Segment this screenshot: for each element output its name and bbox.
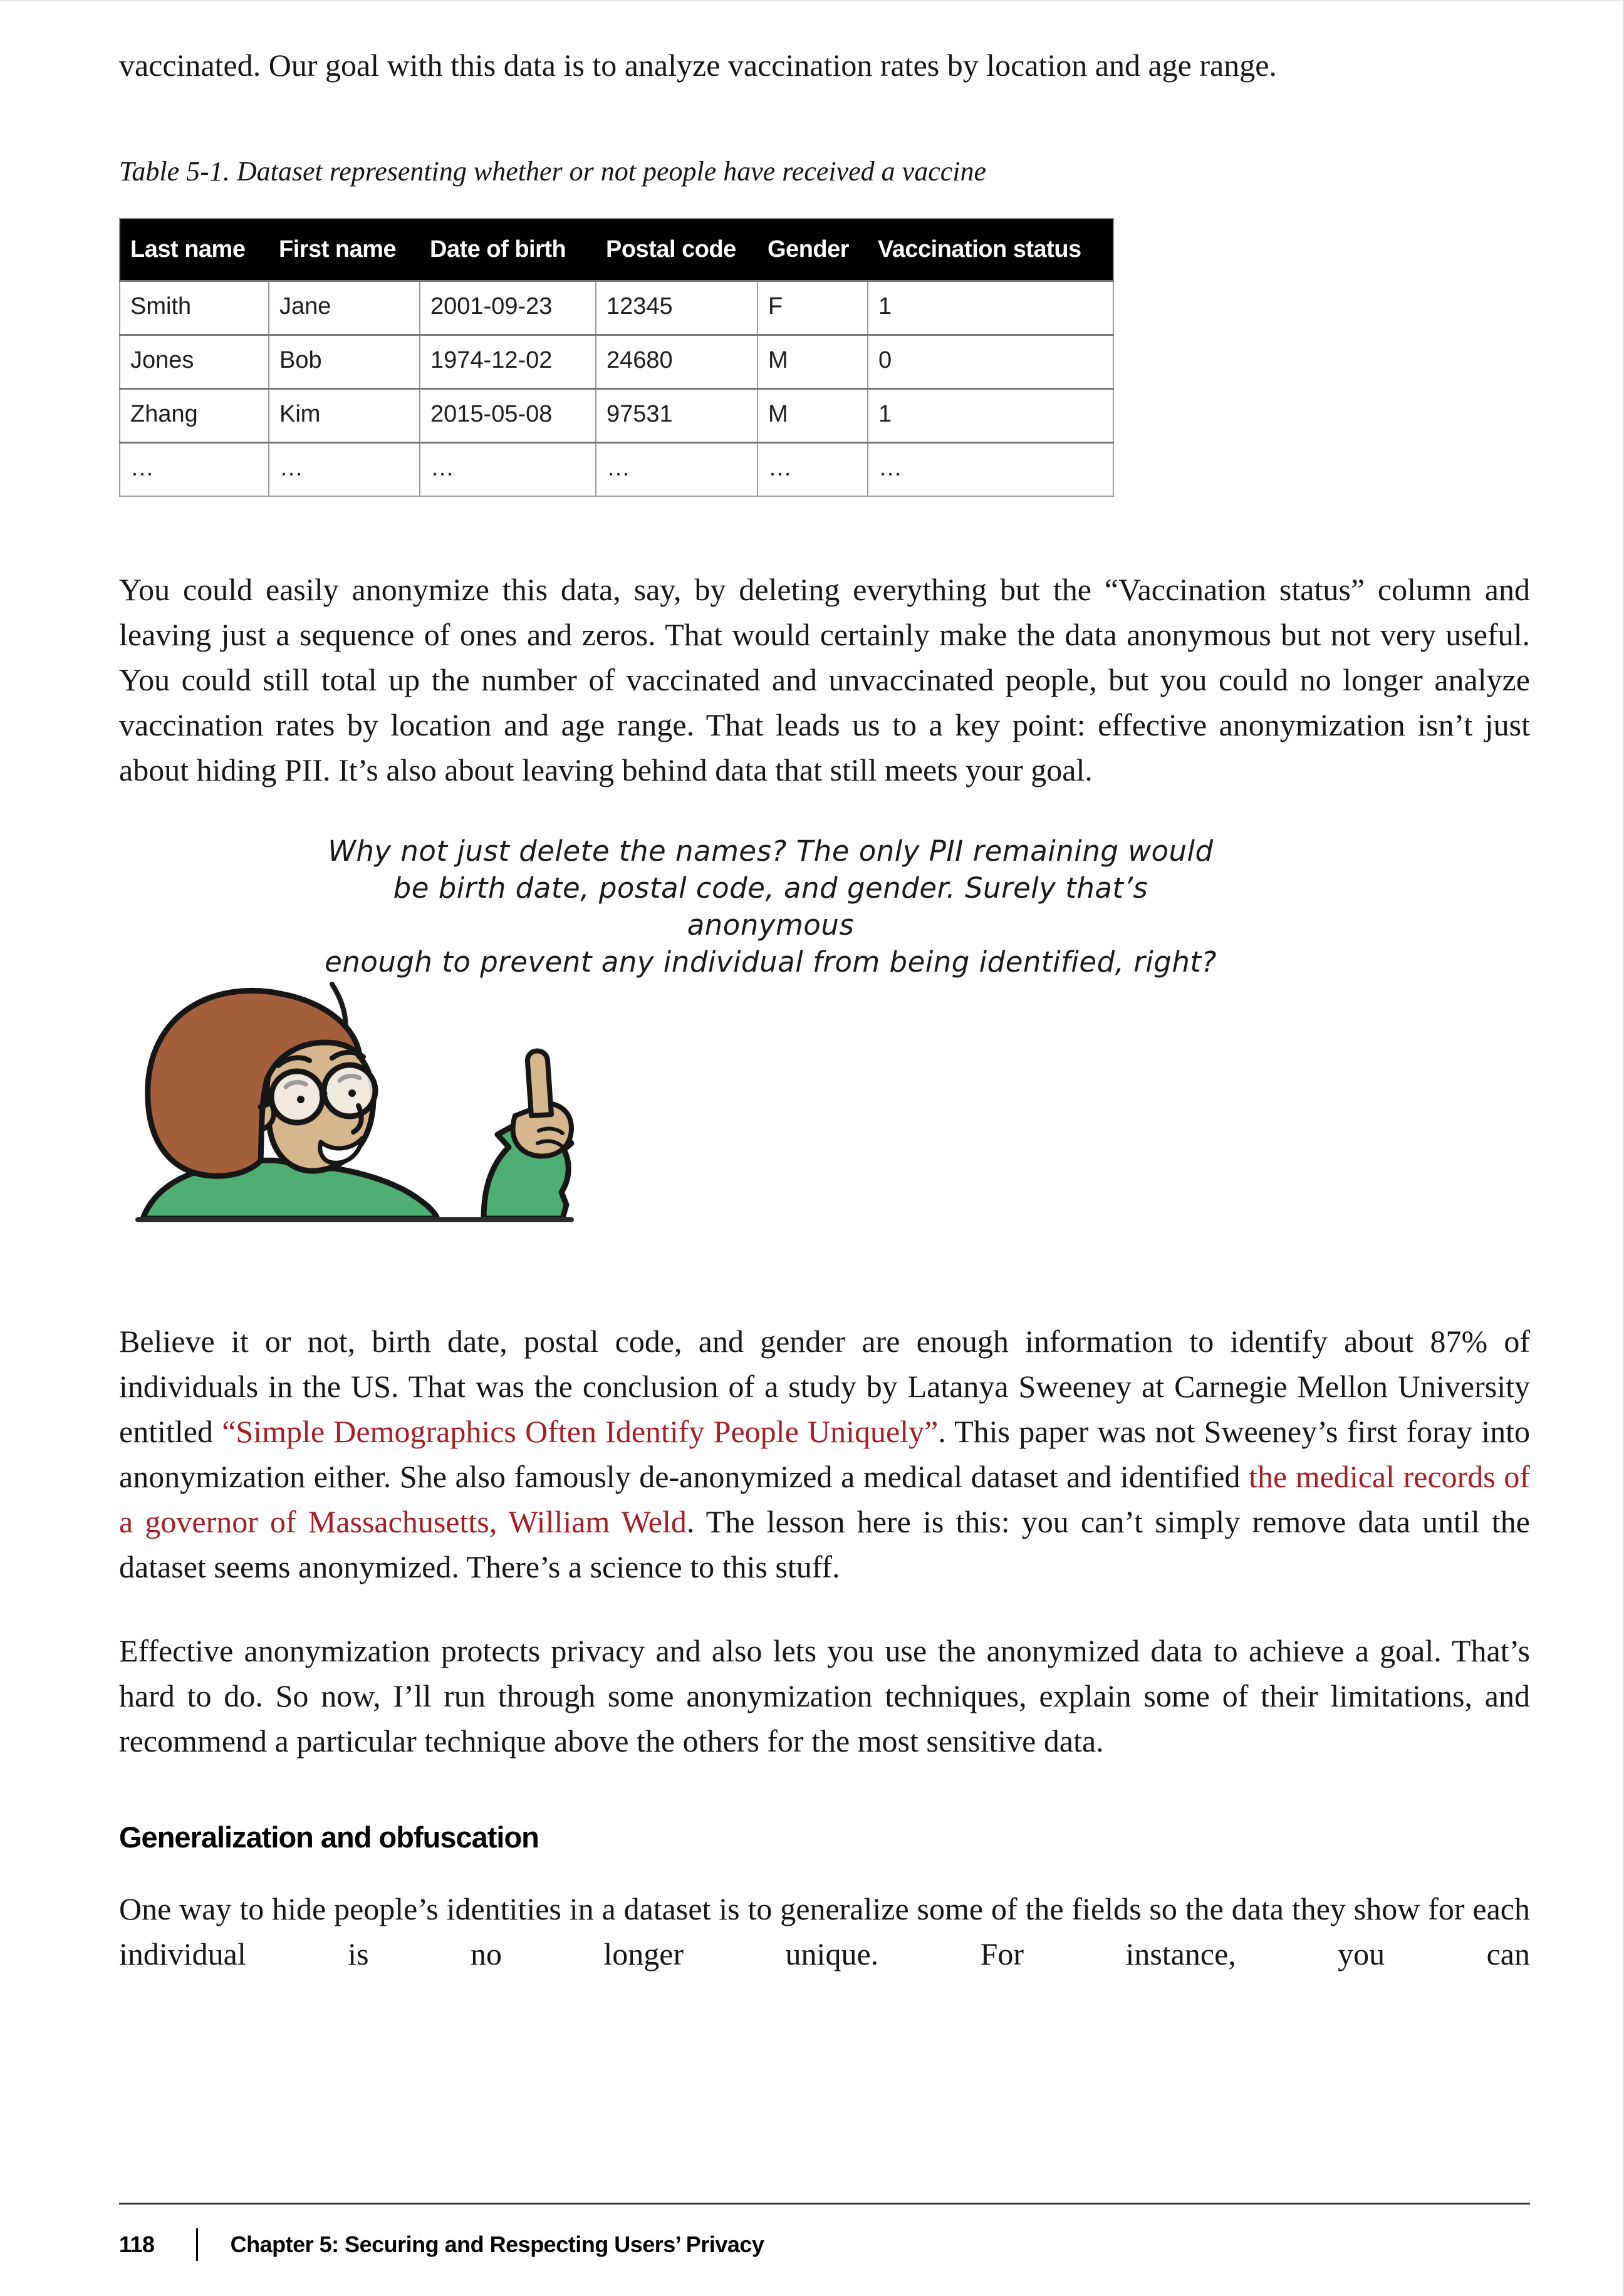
speech-bubble-line: enough to prevent any individual from being identified, right? <box>325 945 1217 979</box>
table-row <box>120 389 1113 443</box>
table-row <box>120 443 1113 497</box>
speech-bubble-line: Why not just delete the names? The only PII remaining would <box>328 834 1214 868</box>
table-header-row <box>120 219 1113 281</box>
table-cell: Smith <box>120 281 269 335</box>
table-cell: … <box>596 443 757 497</box>
table-cell: … <box>868 443 1113 497</box>
page-number: 118 <box>119 2231 155 2257</box>
table-cell: 24680 <box>596 335 757 389</box>
table-cell: 1 <box>868 281 1113 335</box>
paragraph-top: vaccinated. Our goal with this data is to analyze vaccination rates by location and age range. <box>119 48 1277 83</box>
column-header: Vaccination status <box>868 219 1113 281</box>
believe-text-1: Believe it or not, birth date, postal code, and gender are enough information to identify about 87% of individuals in the US. That was the conclusion of a study by Latanya Sweeney at Carnegie Mellon University entitled <box>119 1324 1530 1449</box>
table-cell: Kim <box>269 389 420 443</box>
page-content <box>119 1 1530 1977</box>
column-header: First name <box>269 219 420 281</box>
link-simple-demographics[interactable]: “Simple Demographics Often Identify People Uniquely” <box>222 1414 939 1449</box>
column-header: Date of birth <box>420 219 596 281</box>
footer-separator <box>196 2228 198 2261</box>
vaccine-table <box>119 218 1114 497</box>
cartoon-figure <box>119 982 1530 1227</box>
table-cell: Bob <box>269 335 420 389</box>
heading-generalization: Generalization and obfuscation <box>119 1821 539 1854</box>
table-cell: F <box>757 281 868 335</box>
table-cell: 2001-09-23 <box>420 281 596 335</box>
table-cell: … <box>269 443 420 497</box>
table-cell: Jones <box>120 335 269 389</box>
table-cell: 0 <box>868 335 1113 389</box>
link-william-weld[interactable]: the medical records of a governor of Massachusetts, William Weld <box>119 1459 1530 1539</box>
column-header: Last name <box>120 219 269 281</box>
footer-rule <box>119 2203 1530 2205</box>
table-cell: … <box>420 443 596 497</box>
table-cell: 2015-05-08 <box>420 389 596 443</box>
table-body <box>120 281 1113 497</box>
table-cell: … <box>120 443 269 497</box>
cartoon-person <box>133 982 622 1227</box>
table-cell: 12345 <box>596 281 757 335</box>
table-caption: Table 5-1. Dataset representing whether or not people have received a vaccine <box>119 156 987 187</box>
paragraph-generalize: One way to hide people’s identities in a dataset is to generalize some of the fields so the data they show for each individual is no longer unique. For instance, you can <box>119 1891 1530 1971</box>
paragraph-effective: Effective anonymization protects privacy and also lets you use the anonymized data to achieve a goal. That’s hard to do. So now, I’ll run through some anonymization techniques, explain some of their limitations, and recommend a particular technique above the others for the most sensitive data. <box>119 1633 1530 1758</box>
paragraph-anonymize: You could easily anonymize this data, say, by deleting everything but the “Vaccination status” column and leaving just a sequence of ones and zeros. That would certainly make the data anonymous but not very useful. You could still total up the number of vaccinated and unvaccinated people, but you could no longer analyze vaccination rates by location and age range. That leads us to a key point: effective anonymization isn’t just about hiding PII. It’s also about leaving behind data that still meets your goal. <box>119 572 1530 787</box>
table-cell: 1 <box>868 389 1113 443</box>
believe-text-2: . This paper was not Sweeney’s first foray into anonymization either. She also famously de-anonymized a medical dataset and identified <box>119 1414 1530 1494</box>
column-header: Gender <box>757 219 868 281</box>
table-cell: 1974-12-02 <box>420 335 596 389</box>
speech-bubble-line: be birth date, postal code, and gender. Surely that’s anonymous <box>393 871 1148 942</box>
paragraph-believe <box>119 1319 1530 1589</box>
table-cell: Zhang <box>120 389 269 443</box>
page-footer <box>119 2203 1530 2261</box>
column-header: Postal code <box>596 219 757 281</box>
speech-bubble <box>307 833 1234 980</box>
believe-text-3: . The lesson here is this: you can’t simply remove data until the dataset seems anonymized. There’s a science to this stuff. <box>119 1504 1530 1584</box>
table-row <box>120 335 1113 389</box>
table-cell: Jane <box>269 281 420 335</box>
cartoon-finger <box>528 1051 551 1116</box>
table-cell: … <box>757 443 868 497</box>
table-cell: M <box>757 389 868 443</box>
table-cell: M <box>757 335 868 389</box>
table-cell: 97531 <box>596 389 757 443</box>
footer-chapter: Chapter 5: Securing and Respecting Users’ Privacy <box>230 2231 764 2257</box>
table-row <box>120 281 1113 335</box>
